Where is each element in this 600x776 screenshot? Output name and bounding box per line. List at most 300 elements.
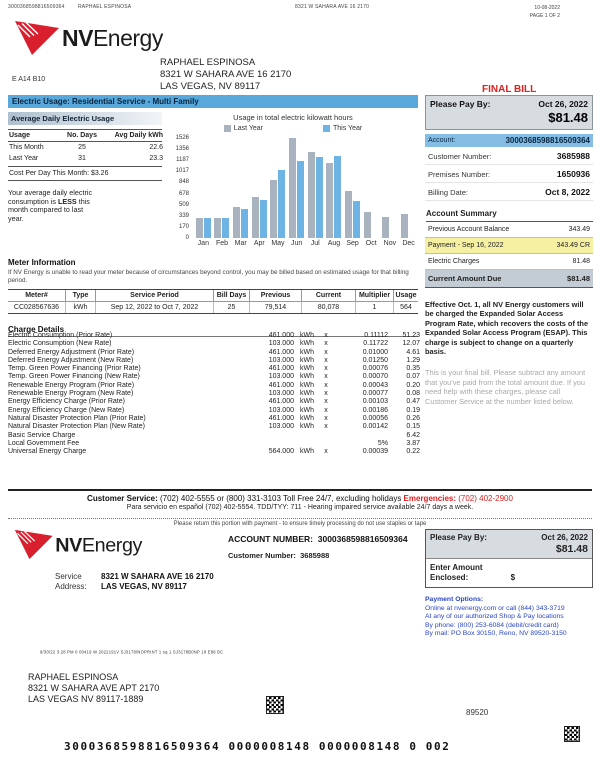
bar-group: [270, 138, 285, 238]
chart-x-axis: [194, 240, 418, 247]
col-kwh: Avg Daily kWh: [114, 132, 163, 139]
charge-amount: 12.07: [402, 340, 420, 348]
bar-this-year: [334, 156, 341, 238]
account-number-bar: [425, 134, 593, 147]
charge-row: [8, 373, 420, 381]
bar-last-year: [233, 207, 240, 238]
charge-desc: Deferred Energy Adjustment (Prior Rate): [8, 348, 135, 356]
bar-last-year: [326, 163, 333, 238]
charge-unit: kWh: [300, 423, 314, 431]
y-tick-label: 0: [185, 235, 189, 241]
charge-x: x: [324, 398, 328, 406]
stub-account-label: ACCOUNT NUMBER:: [228, 534, 313, 544]
mailing-address-block: [28, 672, 159, 705]
y-tick-label: 848: [178, 179, 189, 186]
summary-label: Previous Account Balance: [428, 226, 510, 233]
recipient-address-block: [160, 57, 291, 93]
charge-qty: 103.000: [268, 423, 294, 431]
meter-col: Type: [66, 290, 96, 302]
cost-per-day-line: Cost Per Day This Month: $3.26: [8, 166, 162, 181]
final-bill-note: This is your final bill. Please subtract any amount that you've paid from the total amount due. If you need help with these charges, please call Customer Service at the number listed below.: [425, 368, 586, 406]
charge-qty: 461.000: [268, 414, 294, 422]
charge-rate: 0.00043: [362, 381, 388, 389]
zip-code-marker: 89520: [466, 708, 489, 717]
bar-group: [401, 138, 416, 238]
micro-address: 8321 W SAHARA AVE 16 2170: [295, 4, 370, 10]
stub-pay-box: [425, 529, 593, 588]
charge-unit: kWh: [300, 365, 314, 373]
charge-rate: 5%: [377, 439, 388, 447]
average-daily-usage-title: Average Daily Electric Usage: [8, 112, 162, 125]
stub-account-number: [228, 534, 408, 544]
charge-unit: [294, 432, 320, 440]
enclosed-label: [430, 563, 483, 583]
charge-qty: 461.000: [268, 398, 294, 406]
charge-desc: Basic Service Charge: [8, 431, 76, 439]
charge-amount: 1.29: [406, 356, 420, 364]
info-label: Billing Date:: [428, 188, 469, 197]
meter-col: Service Period: [96, 290, 214, 302]
final-bill-label: FINAL BILL: [482, 84, 537, 95]
charge-row: [8, 415, 420, 423]
legend-label: Last Year: [233, 125, 263, 132]
charge-amount: 0.47: [406, 398, 420, 406]
pay-by-label: Please Pay By:: [430, 99, 491, 109]
info-label: Premises Number:: [428, 170, 491, 179]
charge-unit: kWh: [300, 390, 314, 398]
charge-unit: kWh: [300, 414, 314, 422]
stub-customer-label: Customer Number:: [228, 551, 296, 560]
bar-last-year: [270, 180, 277, 238]
emergency-number: (702) 402-2900: [456, 494, 513, 503]
customer-number-row: [425, 147, 593, 165]
meter-information-section: [8, 258, 418, 314]
meter-col: Meter#: [8, 290, 66, 302]
charge-qty: 564.000: [268, 448, 294, 456]
chart-legend: [168, 125, 418, 132]
nv-energy-wordmark: [55, 533, 142, 556]
avg-row-this-month: [8, 142, 162, 153]
please-pay-by-box: [425, 95, 593, 130]
y-tick-label: 678: [178, 190, 189, 197]
charge-unit: [294, 440, 320, 448]
charge-desc: Temp. Green Power Financing (New Rate): [8, 373, 140, 381]
charge-rate: 0.00039: [362, 448, 388, 456]
service-line2: LAS VEGAS, NV 89117: [101, 582, 187, 591]
meter-info-title: Meter Information: [8, 258, 76, 267]
esap-notice: Effective Oct. 1, all NV Energy customers will be charged the Expanded Solar Access Program Rate, which recovers the costs of the Expanded Solar Access Program (ESAP). This charge is subject to change on a quarterly basis.: [425, 300, 589, 357]
charge-unit: kWh: [300, 332, 314, 339]
payment-option-line: By phone: (800) 253-6084 (debit/credit card): [425, 621, 559, 629]
charge-rate: 0.11112: [364, 332, 388, 339]
charge-unit: kWh: [300, 356, 314, 364]
charge-rate: 0.00076: [362, 365, 388, 373]
consumption-note: [8, 189, 100, 223]
charge-x: x: [324, 381, 328, 389]
x-tick-label: May: [271, 240, 285, 247]
stub-pay-by-label: Please Pay By:: [430, 533, 487, 542]
charge-x: x: [324, 406, 328, 414]
charge-row: [8, 407, 420, 415]
row-kwh: 23.3: [149, 155, 163, 162]
micro-name: RAPHAEL ESPINOSA: [78, 4, 132, 10]
chart-plot-area: [175, 135, 418, 241]
print-control-line: 9/30/22 3:28 PM 0 00419 W 2022191V SJ3178/NOPRINT 1 sq 1 SJ3178B0NP 18 E88 BC: [40, 650, 224, 655]
charge-unit: kWh: [300, 340, 314, 348]
mailto-line1: 8321 W SAHARA AVE APT 2170: [28, 683, 160, 693]
data-matrix-barcode-icon: [564, 726, 580, 742]
bar-group: [252, 138, 267, 238]
legend-label: This Year: [333, 125, 363, 132]
row-label: Last Year: [9, 155, 39, 162]
brand-nv: NV: [55, 532, 82, 556]
y-tick-label: 170: [178, 223, 189, 230]
meter-value: 80,078: [302, 302, 356, 313]
bar-this-year: [297, 161, 304, 238]
info-value: Oct 8, 2022: [545, 187, 590, 197]
customer-service-line: [8, 494, 592, 503]
charge-rate: 0.00077: [362, 390, 388, 398]
enclosed-label-1: Enter Amount: [430, 563, 483, 572]
charge-row: [8, 332, 420, 340]
bar-group: [308, 138, 323, 238]
meter-table: [8, 289, 418, 314]
bar-group: [289, 138, 304, 238]
summary-value: 343.49 CR: [556, 242, 590, 249]
bar-last-year: [364, 212, 371, 238]
meter-col: Multiplier: [356, 290, 394, 302]
x-tick-label: Apr: [253, 240, 265, 247]
charge-amount: 0.15: [406, 423, 420, 431]
stub-pay-by-date: Oct 26, 2022: [541, 533, 588, 542]
charge-x: [320, 440, 332, 448]
charge-amount: 0.26: [406, 414, 420, 422]
ocr-scan-line: 3000368598816509364 0000008148 0000008148 0 002: [64, 740, 451, 753]
charge-x: [320, 432, 332, 440]
stub-amount-due: $81.48: [555, 543, 588, 555]
payment-option-line: Online at nvenergy.com or call (844) 343-3719: [425, 604, 565, 612]
charge-qty: 103.000: [268, 340, 294, 348]
cs-text: (702) 402-5555 or (800) 331-3103 Toll Free 24/7, excluding holidays: [157, 494, 404, 503]
enter-amount-enclosed: [426, 559, 592, 587]
charge-rate: 0.00103: [362, 398, 388, 406]
account-summary-title: Account Summary: [426, 209, 593, 222]
bar-last-year: [382, 217, 389, 238]
payment-option-line: By mail: PO Box 30150, Reno, NV 89520-3150: [425, 630, 567, 638]
y-tick-label: 1187: [176, 157, 189, 164]
charge-qty: 461.000: [268, 365, 294, 373]
charge-unit: kWh: [300, 373, 314, 381]
summary-value: 81.48: [572, 258, 590, 265]
charge-desc: Renewable Energy Program (New Rate): [8, 390, 134, 398]
charge-details-title: Charge Details: [8, 325, 418, 337]
charge-rate: [332, 432, 388, 440]
dollar-sign: $: [510, 573, 516, 582]
charge-rate: 0.00070: [362, 373, 388, 381]
meter-col: Usage: [394, 290, 418, 302]
charge-x: x: [324, 390, 328, 398]
summary-value: $81.48: [567, 274, 590, 283]
micro-account: 3000368598816509364: [8, 4, 65, 10]
meter-info-note: If NV Energy is unable to read your meter because of circumstances beyond control, you may be billed based on estimated usage for that billing period.: [8, 269, 409, 284]
account-label: Account:: [428, 137, 456, 144]
charge-qty: 461.000: [268, 348, 294, 356]
bar-last-year: [401, 214, 408, 238]
summary-previous-balance: [425, 222, 593, 238]
x-tick-label: Jul: [310, 240, 320, 247]
charge-desc: Local Government Fee: [8, 439, 80, 447]
bar-this-year: [353, 201, 360, 238]
bar-group: [326, 138, 341, 238]
meter-col: Bill Days: [214, 290, 250, 302]
charge-amount: 0.19: [406, 406, 420, 414]
charge-rate: 0.01250: [362, 356, 388, 364]
charge-qty: 103.000: [268, 356, 294, 364]
chart-y-axis: [167, 135, 191, 241]
row-days: 31: [78, 155, 86, 162]
charge-x: x: [324, 356, 328, 364]
x-tick-label: Oct: [365, 240, 377, 247]
charge-desc: Natural Disaster Protection Plan (Prior Rate): [8, 414, 146, 422]
meter-value: 1: [356, 302, 394, 313]
meter-value: 79,514: [250, 302, 302, 313]
charge-x: x: [324, 365, 328, 373]
charge-unit: kWh: [300, 348, 314, 356]
charge-qty: [246, 440, 294, 448]
bar-group: [233, 138, 248, 238]
charge-desc: Renewable Energy Program (Prior Rate): [8, 381, 135, 389]
chart-bars: [194, 138, 418, 238]
bar-group: [345, 138, 360, 238]
meter-col: Previous: [250, 290, 302, 302]
charge-x: x: [324, 423, 328, 431]
col-days: No. Days: [67, 132, 97, 139]
micro-date: 10-08-2022: [534, 5, 560, 11]
bar-last-year: [252, 197, 259, 238]
charge-amount: 0.35: [406, 365, 420, 373]
payment-options: [425, 596, 597, 639]
electric-usage-section-header: Electric Usage: Residential Service - Multi Family: [8, 95, 418, 108]
nv-energy-logo-icon: [14, 20, 60, 56]
average-daily-usage-panel: [8, 112, 162, 223]
summary-label: Electric Charges: [428, 258, 480, 265]
charge-row: [8, 398, 420, 406]
meter-value: 25: [214, 302, 250, 313]
bar-this-year: [278, 170, 285, 238]
x-tick-label: Feb: [215, 240, 229, 247]
bar-this-year: [204, 218, 211, 238]
avg-table-header: [8, 129, 162, 142]
summary-electric-charges: [425, 254, 593, 270]
charge-unit: kWh: [300, 381, 314, 389]
charge-desc: Electric Consumption (Prior Rate): [8, 332, 113, 339]
charge-row: [8, 382, 420, 390]
bar-last-year: [308, 152, 315, 238]
x-tick-label: Sep: [346, 240, 359, 247]
charge-qty: 103.000: [268, 390, 294, 398]
cs-label: Customer Service:: [87, 494, 158, 503]
stub-customer-value: 3685988: [300, 551, 330, 560]
charge-amount: 4.61: [406, 348, 420, 356]
legend-swatch-blue-icon: [323, 125, 330, 132]
nv-energy-logo: [14, 20, 163, 56]
charge-rate: 0.00142: [362, 423, 388, 431]
premises-number-row: [425, 165, 593, 183]
meter-table-row: [8, 302, 418, 313]
data-matrix-barcode-icon: [266, 696, 284, 714]
y-tick-label: 339: [178, 212, 189, 219]
charge-desc: Temp. Green Power Financing (Prior Rate): [8, 365, 141, 373]
nv-energy-wordmark: [62, 25, 163, 52]
charge-desc: Energy Efficiency Charge (New Rate): [8, 406, 125, 414]
spanish-service-line: Para servicio en español (702) 402-5554. TDD/TYY: 711 - Hearing impaired service available 24/7 days a week.: [126, 504, 474, 511]
bar-this-year: [260, 200, 267, 238]
emergency-label: Emergencies:: [403, 494, 457, 503]
meter-value: 564: [400, 304, 412, 311]
row-days: 25: [78, 144, 86, 151]
meter-col: Current: [302, 290, 356, 302]
charge-desc: Natural Disaster Protection Plan (New Rate): [8, 423, 145, 431]
info-value: 1650936: [556, 169, 590, 179]
charge-unit: kWh: [300, 406, 314, 414]
recipient-line2: LAS VEGAS, NV 89117: [160, 81, 261, 92]
summary-current-amount-due: [425, 270, 593, 288]
charge-amount: 0.20: [406, 381, 420, 389]
x-tick-label: Jan: [197, 240, 209, 247]
charge-amount: 0.22: [406, 448, 420, 456]
charge-row: [8, 432, 420, 440]
charge-qty: [246, 432, 294, 440]
charge-rate: 0.00186: [362, 406, 388, 414]
charge-x: x: [324, 448, 328, 456]
summary-label: Payment - Sep 16, 2022: [428, 242, 504, 249]
charge-rows: [8, 332, 420, 456]
note-part1: Your average daily electric consumption is: [8, 188, 93, 206]
recipient-line1: 8321 W SAHARA AVE 16 2170: [160, 69, 292, 80]
charge-row: [8, 448, 420, 456]
charge-desc: Deferred Energy Adjustment (New Rate): [8, 356, 134, 364]
account-value: 3000368598816509364: [505, 136, 590, 145]
y-tick-label: 1526: [175, 135, 189, 141]
charge-amount: 0.08: [406, 390, 420, 398]
bar-last-year: [289, 138, 296, 238]
charge-desc: Electric Consumption (New Rate): [8, 340, 112, 348]
x-tick-label: Jun: [290, 240, 303, 247]
charge-x: x: [324, 348, 328, 356]
charge-unit: kWh: [300, 398, 314, 406]
charge-rate: 0.01000: [362, 348, 388, 356]
brand-energy: Energy: [81, 532, 142, 556]
stub-service-address: [55, 572, 214, 592]
customer-service-footer: [8, 489, 592, 511]
summary-payment: [425, 238, 593, 254]
charge-row: [8, 349, 420, 357]
bar-group: [364, 138, 379, 238]
charge-x: x: [324, 373, 328, 381]
charge-qty: 461.000: [268, 381, 294, 389]
info-value: 3685988: [556, 151, 590, 161]
amount-due: $81.48: [548, 110, 588, 125]
note-bold: LESS: [57, 196, 77, 206]
payment-option-line: At any of our authorized Shop & Pay locations: [425, 613, 564, 621]
service-label: Service: [55, 572, 82, 581]
charge-x: x: [324, 332, 328, 339]
charge-qty: 461.000: [268, 332, 294, 339]
brand-energy: Energy: [92, 24, 163, 51]
legend-swatch-gray-icon: [224, 125, 231, 132]
enclosed-label-2: Enclosed:: [430, 573, 469, 582]
charge-row: [8, 423, 420, 431]
charge-amount: 0.07: [406, 373, 420, 381]
meter-value: CC028567636: [8, 302, 66, 313]
mailto-line2: LAS VEGAS NV 89117-1889: [28, 694, 144, 704]
bar-group: [214, 138, 229, 238]
micro-date-page: [530, 4, 560, 20]
row-kwh: 22.6: [149, 144, 163, 151]
meter-value: kWh: [66, 302, 96, 313]
charge-amount: 51.23: [402, 332, 420, 339]
charge-x: x: [324, 340, 328, 348]
micro-page: PAGE 1 OF 2: [529, 13, 560, 19]
charge-rate: 0.11722: [363, 340, 388, 348]
y-tick-label: 509: [178, 201, 189, 208]
service-line1: 8321 W SAHARA AVE 16 2170: [101, 572, 214, 581]
pay-by-date: Oct 26, 2022: [538, 99, 588, 109]
payment-options-title: Payment Options:: [425, 596, 484, 603]
nv-energy-logo-stub: [14, 529, 142, 560]
charge-amount: 3.87: [406, 439, 420, 447]
mailto-name: RAPHAEL ESPINOSA: [28, 672, 119, 682]
x-tick-label: Mar: [234, 240, 247, 247]
payment-options-lines: [425, 605, 597, 639]
avg-row-last-year: [8, 153, 162, 164]
mail-code: E A14 B10: [12, 76, 46, 83]
charge-desc: Universal Energy Charge: [8, 448, 87, 456]
x-tick-label: Dec: [402, 240, 415, 247]
bar-group: [196, 138, 211, 238]
charge-row: [8, 365, 420, 373]
charge-amount: 6.42: [406, 431, 420, 439]
legend-this-year: [323, 125, 362, 132]
average-daily-usage-table: [8, 129, 162, 181]
address-label: Address:: [55, 582, 87, 591]
recipient-name: RAPHAEL ESPINOSA: [160, 57, 256, 68]
summary-value: 343.49: [568, 226, 590, 233]
y-tick-label: 1017: [175, 168, 189, 175]
return-portion-note: Please return this portion with payment - to ensure timely processing do not use staples or tape: [8, 518, 592, 527]
bar-last-year: [214, 218, 221, 238]
info-label: Customer Number:: [428, 152, 492, 161]
charge-rate: 0.00056: [362, 414, 388, 422]
y-tick-label: 1356: [175, 146, 189, 153]
brand-nv: NV: [62, 24, 93, 51]
x-tick-label: Nov: [383, 240, 397, 247]
bar-last-year: [345, 191, 352, 238]
meter-value: Sep 12, 2022 to Oct 7, 2022: [96, 302, 214, 313]
stub-customer-number: [228, 551, 329, 560]
summary-label: Current Amount Due: [428, 274, 502, 283]
legend-last-year: [224, 125, 263, 132]
charge-unit: kWh: [300, 448, 314, 456]
charge-row: [8, 340, 420, 348]
chart-title: Usage in total electric kilowatt hours: [233, 113, 353, 122]
row-label: This Month: [9, 144, 44, 151]
billing-sidebar: [425, 95, 593, 406]
nv-energy-logo-icon: [14, 529, 54, 560]
bar-this-year: [241, 209, 248, 238]
charge-qty: 103.000: [268, 406, 294, 414]
bar-this-year: [222, 218, 229, 238]
